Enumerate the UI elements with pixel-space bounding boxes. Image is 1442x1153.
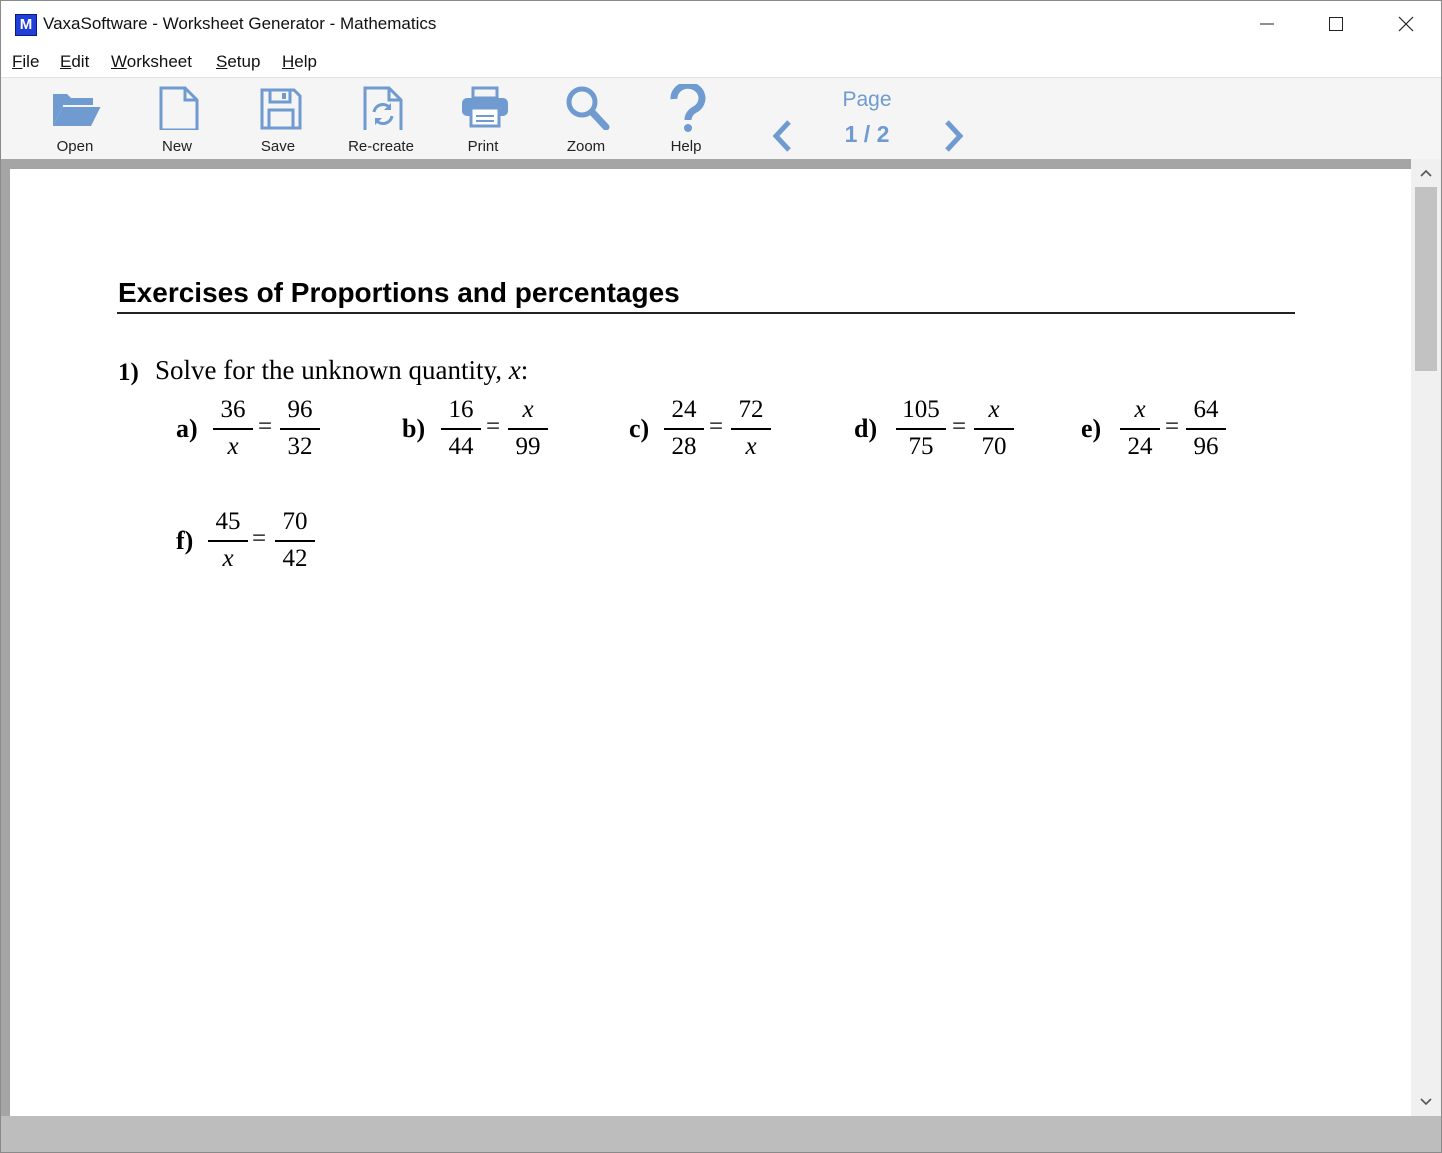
minimize-icon (1259, 16, 1275, 32)
new-label: New (161, 138, 192, 155)
problem-e (1081, 395, 1241, 465)
numerator: 105 (902, 396, 940, 423)
problem-b (402, 395, 562, 465)
denominator: 70 (981, 433, 1007, 460)
question-number: 1) (118, 359, 139, 386)
denominator: 75 (908, 433, 934, 460)
menu-worksheet-label: orksheet (126, 52, 192, 71)
zoom-button[interactable] (538, 78, 634, 160)
numerator: 72 (738, 396, 764, 423)
open-label: Open (56, 138, 94, 155)
menu-worksheet[interactable] (111, 52, 192, 72)
numerator: 45 (215, 508, 241, 535)
fraction-bar (974, 428, 1014, 430)
new-button[interactable] (129, 78, 225, 160)
print-button[interactable] (435, 78, 531, 160)
problem-label: b) (402, 414, 426, 443)
problem-d (854, 395, 1024, 465)
magnifier-icon (562, 84, 614, 130)
right-fraction (731, 395, 771, 465)
right-fraction (974, 395, 1014, 465)
menu-setup-mnemonic: S (216, 52, 228, 71)
menu-help-mnemonic: H (282, 52, 295, 71)
worksheet-page (10, 169, 1411, 1116)
denominator: 24 (1127, 433, 1153, 460)
folder-open-icon (51, 84, 103, 130)
app-logo-icon: M (15, 14, 37, 36)
save-button[interactable] (230, 78, 326, 160)
denominator: x (222, 545, 234, 572)
problem-f (176, 507, 336, 577)
numerator: 70 (282, 508, 308, 535)
equals-sign: = (709, 413, 724, 440)
close-button[interactable] (1371, 1, 1441, 47)
right-fraction (275, 507, 315, 577)
worksheet-title: Exercises of Proportions and percentages (118, 277, 680, 308)
menu-file-label: ile (22, 52, 40, 71)
problem-label: e) (1081, 414, 1102, 443)
chevron-left-icon (767, 116, 799, 156)
printer-icon (459, 84, 511, 130)
left-fraction (1120, 395, 1160, 465)
title-bar (1, 1, 1441, 47)
fraction-bar (441, 428, 481, 430)
recreate-document-icon (357, 84, 409, 130)
problem-label: a) (176, 414, 198, 443)
left-fraction (213, 395, 253, 465)
menu-help[interactable] (282, 52, 317, 72)
denominator: 32 (287, 433, 313, 460)
denominator: x (227, 433, 239, 460)
toolbar (1, 77, 1441, 160)
right-fraction (508, 395, 548, 465)
numerator: 16 (448, 396, 474, 423)
zoom-label: Zoom (566, 138, 606, 155)
document-viewport[interactable] (1, 159, 1411, 1116)
fraction-bar (664, 428, 704, 430)
problem-label: d) (854, 414, 878, 443)
maximize-button[interactable] (1301, 1, 1371, 47)
numerator: x (1134, 396, 1146, 423)
problem-label: f) (176, 526, 194, 555)
numerator: x (988, 396, 1000, 423)
denominator: x (745, 433, 757, 460)
denominator: 28 (671, 433, 697, 460)
left-fraction (441, 395, 481, 465)
menu-edit[interactable] (60, 52, 89, 72)
fraction-bar (731, 428, 771, 430)
fraction-bar (508, 428, 548, 430)
menu-file-mnemonic: F (12, 52, 23, 71)
question-prompt (155, 355, 528, 386)
equals-sign: = (952, 413, 967, 440)
equals-sign: = (252, 525, 267, 552)
denominator: 96 (1193, 433, 1219, 460)
scroll-down-button[interactable] (1411, 1088, 1441, 1116)
new-document-icon (153, 84, 205, 130)
fraction-bar (213, 428, 253, 430)
minimize-button[interactable] (1232, 1, 1302, 47)
maximize-icon (1328, 16, 1344, 32)
help-question-icon (662, 84, 714, 132)
right-fraction (280, 395, 320, 465)
recreate-button[interactable] (333, 78, 429, 160)
problem-a (176, 395, 336, 465)
left-fraction (208, 507, 248, 577)
close-icon (1398, 16, 1414, 32)
denominator: 44 (448, 433, 474, 460)
left-fraction (664, 395, 704, 465)
fraction-bar (1186, 428, 1226, 430)
recreate-label: Re-create (348, 138, 414, 155)
page-indicator: 1 / 2 (844, 121, 890, 147)
scroll-thumb[interactable] (1415, 187, 1437, 371)
chevron-down-icon (1411, 1088, 1441, 1116)
help-label: Help (670, 138, 702, 155)
status-bar (1, 1116, 1441, 1152)
problem-c (629, 395, 789, 465)
menu-worksheet-mnemonic: W (111, 52, 127, 71)
next-page-button[interactable] (937, 116, 969, 156)
title-underline (117, 312, 1295, 314)
menu-file[interactable] (12, 52, 39, 72)
menu-setup[interactable] (216, 52, 260, 72)
numerator: x (522, 396, 534, 423)
save-disk-icon (254, 84, 306, 130)
fraction-bar (280, 428, 320, 430)
chevron-up-icon (1411, 159, 1441, 187)
question-suffix: : (520, 355, 529, 385)
scroll-up-button[interactable] (1411, 159, 1441, 187)
save-label: Save (260, 138, 296, 155)
menu-setup-label: etup (227, 52, 261, 71)
page-caption: Page (842, 88, 892, 111)
fraction-bar (208, 540, 248, 542)
window-title: VaxaSoftware - Worksheet Generator - Mathematics (43, 14, 437, 33)
problem-label: c) (629, 414, 650, 443)
numerator: 36 (220, 396, 246, 423)
question-text: Solve for the unknown quantity, (155, 355, 509, 385)
menu-edit-label: dit (71, 52, 90, 71)
chevron-right-icon (937, 116, 969, 156)
equals-sign: = (1165, 413, 1180, 440)
right-fraction (1186, 395, 1226, 465)
fraction-bar (275, 540, 315, 542)
menu-help-label: elp (294, 52, 317, 71)
left-fraction (896, 395, 946, 465)
previous-page-button[interactable] (767, 116, 799, 156)
denominator: 99 (515, 433, 541, 460)
fraction-bar (896, 428, 946, 430)
menu-edit-mnemonic: E (60, 52, 72, 71)
numerator: 96 (287, 396, 313, 423)
help-button[interactable] (638, 78, 734, 160)
print-label: Print (467, 138, 499, 155)
equals-sign: = (486, 413, 501, 440)
numerator: 64 (1193, 396, 1219, 423)
fraction-bar (1120, 428, 1160, 430)
denominator: 42 (282, 545, 308, 572)
menu-bar (1, 47, 1441, 77)
vertical-scrollbar[interactable] (1411, 159, 1441, 1116)
question-variable: x (508, 355, 521, 385)
numerator: 24 (671, 396, 697, 423)
open-button[interactable] (27, 78, 123, 160)
equals-sign: = (258, 413, 273, 440)
